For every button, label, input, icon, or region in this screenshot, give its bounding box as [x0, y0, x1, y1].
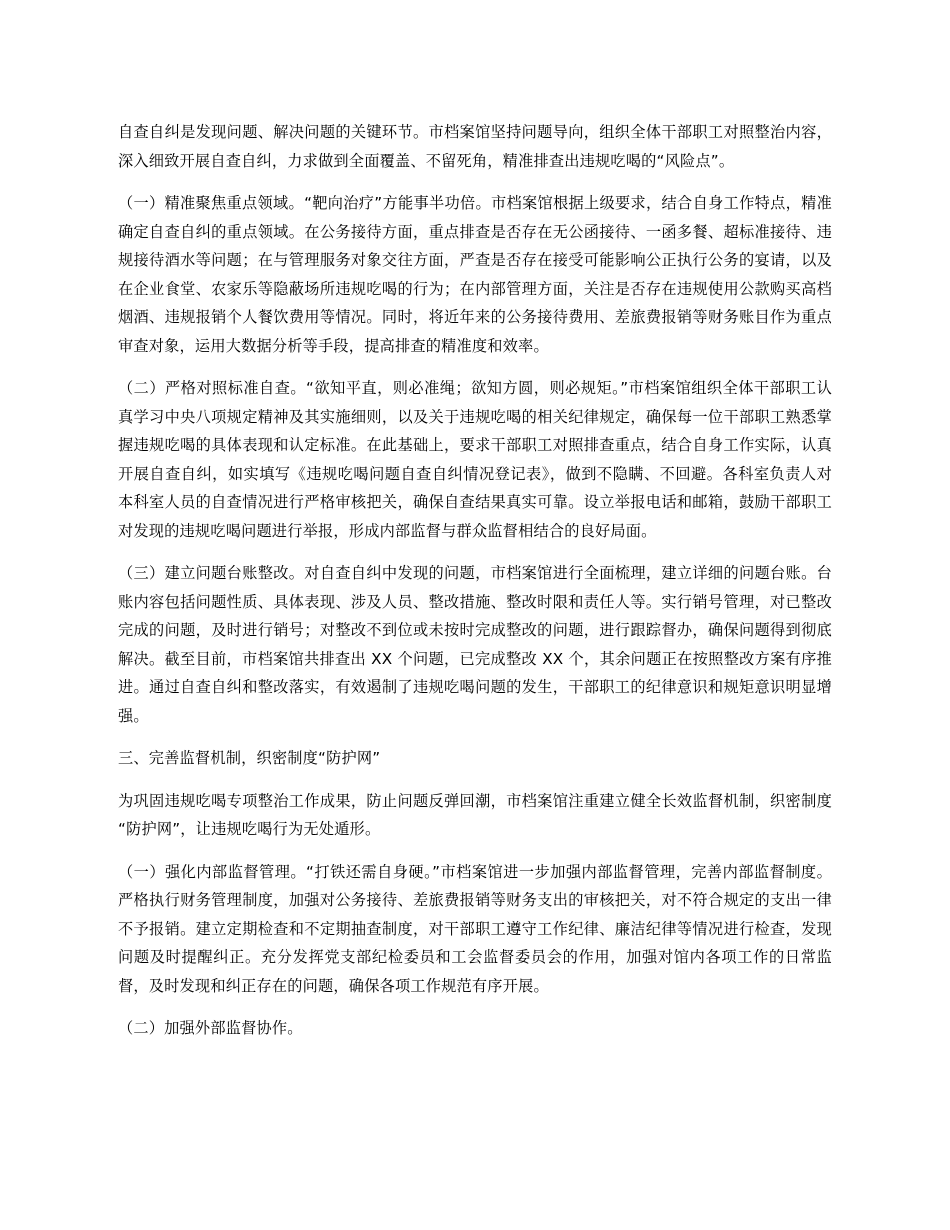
paragraph-4: （三）建立问题台账整改。对自查自纠中发现的问题，市档案馆进行全面梳理，建立详细的问题台账。台账内容包括问题性质、具体表现、涉及人员、整改措施、整改时限和责任人等。实行销号管理，对已整改完成的问题，及时进行销号；对整改不到位或未按时完成整改的问题，进行跟踪督办，确保问题得到彻底解决。截至目前，市档案馆共排查出 XX 个问题，已完成整改 XX 个，其余问题正在按照整改方案有序推进。通过自查自纠和整改落实，有效遏制了违规吃喝问题的发生，干部职工的纪律意识和规矩意识明显增强。	[118, 564, 832, 725]
paragraph-7: （二）加强外部监督协作。	[118, 1019, 303, 1037]
paragraph-5: 为巩固违规吃喝专项整治工作成果，防止问题反弹回潮，市档案馆注重建立健全长效监督机制，织密制度“防护网”，让违规吃喝行为无处遁形。	[118, 791, 832, 838]
paragraph-3: （二）严格对照标准自查。“欲知平直，则必准绳；欲知方圆，则必规矩。”市档案馆组织全体干部职工认真学习中央八项规定精神及其实施细则，以及关于违规吃喝的相关纪律规定，确保每一位干部职工熟悉掌握违规吃喝的具体表现和认定标准。在此基础上，要求干部职工对照排查重点，结合自身工作实际，认真开展自查自纠，如实填写《违规吃喝问题自查自纠情况登记表》，做到不隐瞒、不回避。各科室负责人对本科室人员的自查情况进行严格审核把关，确保自查结果真实可靠。设立举报电话和邮箱，鼓励干部职工对发现的违规吃喝问题进行举报，形成内部监督与群众监督相结合的良好局面。	[118, 379, 832, 540]
paragraph-6: （一）强化内部监督管理。“打铁还需自身硬。”市档案馆进一步加强内部监督管理，完善内部监督制度。严格执行财务管理制度，加强对公务接待、差旅费报销等财务支出的审核把关，对不符合规定的支出一律不予报销。建立定期检查和不定期抽查制度，对干部职工遵守工作纪律、廉洁纪律等情况进行检查，发现问题及时提醒纠正。充分发挥党支部纪检委员和工会监督委员会的作用，加强对馆内各项工作的日常监督，及时发现和纠正存在的问题，确保各项工作规范有序开展。	[118, 862, 832, 995]
document-body	[118, 118, 832, 1043]
paragraph-1: 自查自纠是发现问题、解决问题的关键环节。市档案馆坚持问题导向，组织全体干部职工对照整治内容，深入细致开展自查自纠，力求做到全面覆盖、不留死角，精准排查出违规吃喝的“风险点”。	[118, 123, 832, 170]
paragraph-2: （一）精准聚焦重点领域。“靶向治疗”方能事半功倍。市档案馆根据上级要求，结合自身工作特点，精准确定自查自纠的重点领域。在公务接待方面，重点排查是否存在无公函接待、一函多餐、超标准接待、违规接待酒水等问题；在与管理服务对象交往方面，严查是否存在接受可能影响公正执行公务的宴请，以及在企业食堂、农家乐等隐蔽场所违规吃喝的行为；在内部管理方面，关注是否存在违规使用公款购买高档烟酒、违规报销个人餐饮费用等情况。同时，将近年来的公务接待费用、差旅费报销等财务账目作为重点审查对象，运用大数据分析等手段，提高排查的精准度和效率。	[118, 194, 832, 355]
section-heading-3: 三、完善监督机制，织密制度“防护网”	[118, 749, 381, 767]
